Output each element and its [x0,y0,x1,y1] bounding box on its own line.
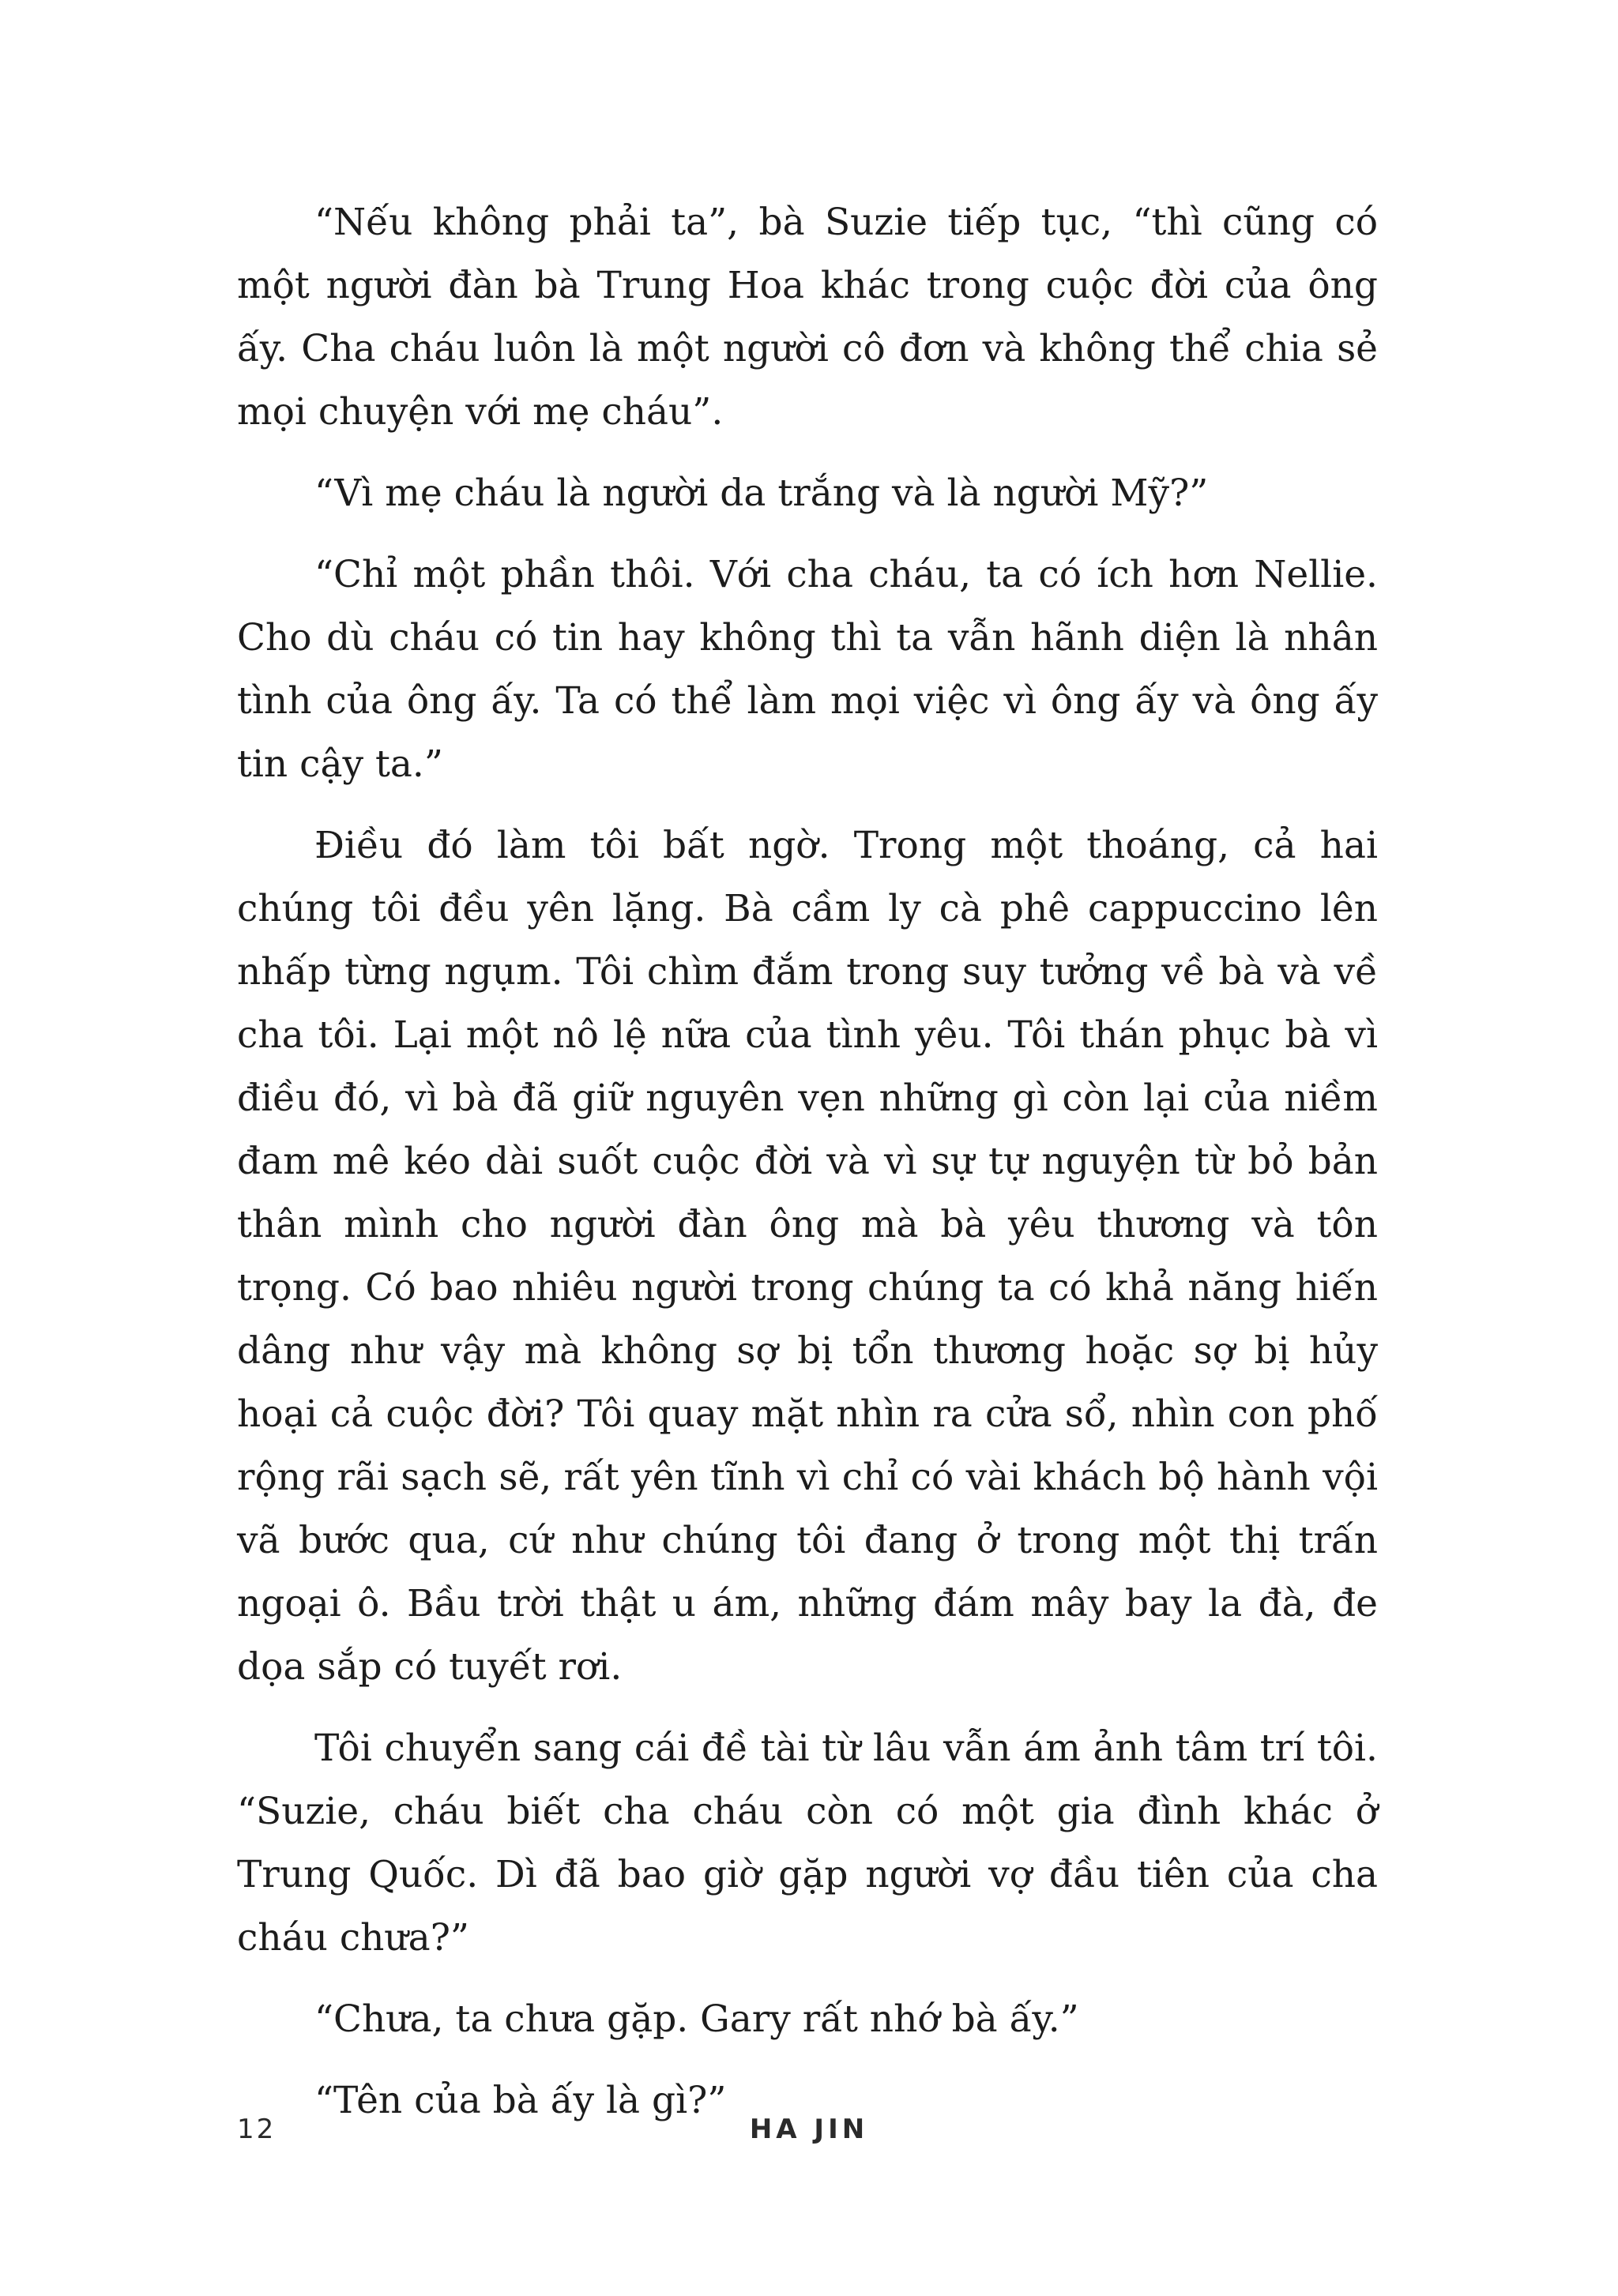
paragraph-2: “Vì mẹ cháu là người da trắng và là người Mỹ?” [314,472,1209,515]
paragraph-4: Điều đó làm tôi bất ngờ. Trong một thoáng, cả hai chúng tôi đều yên lặng. Bà cầm ly cà phê cappuccino lên nhấp từng ngụm. Tôi chìm đắm trong suy tưởng về bà và về cha tôi. Lại một nô lệ nữa của tình yêu. Tôi thán phục bà vì điều đó, vì bà đã giữ nguyên vẹn những gì còn lại của niềm đam mê kéo dài suốt cuộc đời và vì sự tự nguyện từ bỏ bản thân mình cho người đàn ông mà bà yêu thương và tôn trọng. Có bao nhiêu người trong chúng ta có khả năng hiến dâng như vậy mà không sợ bị tổn thương hoặc sợ bị hủy hoại cả cuộc đời? Tôi quay mặt nhìn ra cửa sổ, nhìn con phố rộng rãi sạch sẽ, rất yên tĩnh vì chỉ có vài khách bộ hành vội vã bước qua, cứ như chúng tôi đang ở trong một thị trấn ngoại ô. Bầu trời thật u ám, những đám mây bay la đà, đe dọa sắp có tuyết rơi. [237,824,1378,1689]
paragraph-6: “Chưa, ta chưa gặp. Gary rất nhớ bà ấy.” [314,1997,1079,2041]
page-number: 12 [237,2114,277,2145]
paragraph-5: Tôi chuyển sang cái đề tài từ lâu vẫn ám ảnh tâm trí tôi. “Suzie, cháu biết cha cháu còn có một gia đình khác ở Trung Quốc. Dì đã bao giờ gặp người vợ đầu tiên của cha cháu chưa?” [237,1727,1378,1960]
body-text [237,191,1378,2151]
paragraph-1: “Nếu không phải ta”, bà Suzie tiếp tục, “thì cũng có một người đàn bà Trung Hoa khác trong cuộc đời của ông ấy. Cha cháu luôn là một người cô đơn và không thể chia sẻ mọi chuyện với mẹ cháu”. [237,201,1378,434]
paragraph-3: “Chỉ một phần thôi. Với cha cháu, ta có ích hơn Nellie. Cho dù cháu có tin hay không thì ta vẫn hãnh diện là nhân tình của ông ấy. Ta có thể làm mọi việc vì ông ấy và ông ấy tin cậy ta.” [237,553,1378,786]
paragraph-7: “Tên của bà ấy là gì?” [314,2079,727,2122]
running-head-author: HA JIN [749,2114,869,2145]
